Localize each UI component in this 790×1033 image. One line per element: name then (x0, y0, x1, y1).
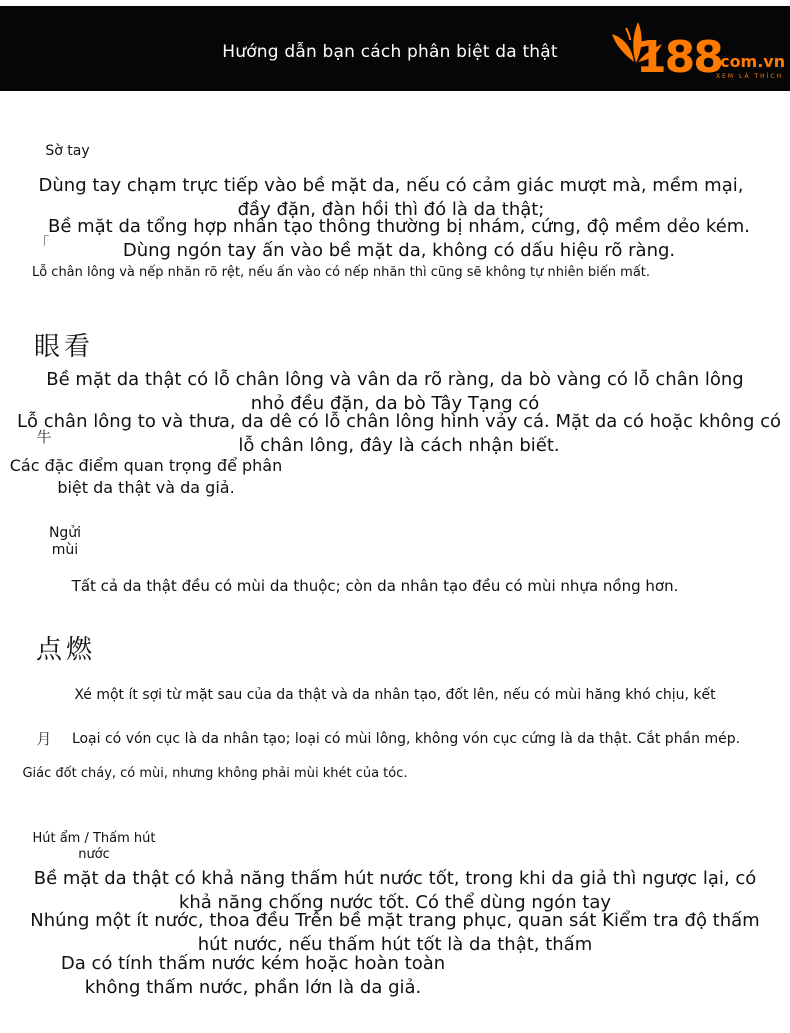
section-burn-note: Giác đốt cháy, có mùi, nhưng không phải mùi khét của tóc. (22, 766, 408, 781)
section-burn-glyph: 月 (36, 730, 52, 748)
section-touch-para-1: Dùng tay chạm trực tiếp vào bề mặt da, nếu có cảm giác mượt mà, mềm mại, đầy đặn, đàn hồi thì đó là da thật; (38, 175, 744, 220)
section-absorb-para-2: Nhúng một ít nước, thoa đều Trên bề mặt trang phục, quan sát Kiểm tra độ thấm hút nước, nếu thấm hút tốt là da thật, thấm (30, 910, 760, 955)
section-look-note: Các đặc điểm quan trọng để phân biệt da thật và da giả. (9, 456, 283, 497)
site-logo[interactable] (606, 18, 786, 90)
section-heading-smell: Ngửi mùi (48, 525, 82, 558)
section-smell-para-1: Tất cả da thật đều có mùi da thuộc; còn da nhân tạo đều có mùi nhựa nồng hơn. (71, 577, 679, 595)
section-heading-look: 眼看 (34, 332, 95, 362)
section-heading-absorb: Hút ẩm / Thấm hút nước (32, 831, 156, 862)
section-touch-note: Lỗ chân lông và nếp nhăn rõ rệt, nếu ấn vào có nếp nhăn thì cũng sẽ không tự nhiên biến mất. (31, 265, 651, 280)
section-heading-touch: Sờ tay (45, 143, 90, 159)
section-touch-glyph: 「 (34, 234, 50, 252)
section-absorb-para-1: Bề mặt da thật có khả năng thấm hút nước tốt, trong khi da giả thì ngược lại, có khả năng chống nước tốt. Có thể dùng ngón tay (33, 868, 757, 913)
header-bar (0, 6, 790, 91)
section-burn-para-1: Xé một ít sợi từ mặt sau của da thật và da nhân tạo, đốt lên, nếu có mùi hăng khó chịu, kết (74, 687, 716, 703)
section-look-glyph: 牛 (36, 428, 52, 446)
logo-domain: .com.vn (714, 52, 786, 71)
section-touch-para-2: Bề mặt da tổng hợp nhân tạo thông thường bị nhám, cứng, độ mềm dẻo kém. Dùng ngón tay ấn vào bề mặt da, không có dấu hiệu rõ ràng. (47, 216, 751, 261)
section-absorb-note: Da có tính thấm nước kém hoặc hoàn toàn không thấm nước, phần lớn là da giả. (60, 953, 446, 998)
section-heading-burn: 点燃 (36, 635, 97, 665)
logo-tagline: XEM LÀ THÍCH (716, 73, 784, 80)
page-title: Hướng dẫn bạn cách phân biệt da thật (222, 42, 558, 62)
section-look-para-2: Lỗ chân lông to và thưa, da dê có lỗ chân lông hình vảy cá. Mặt da có hoặc không có lỗ chân lông, đây là cách nhận biết. (16, 411, 782, 456)
section-burn-para-2: Loại có vón cục là da nhân tạo; loại có mùi lông, không vón cục cứng là da thật. Cắt phần mép. (71, 731, 741, 747)
logo-number: 188 (636, 32, 722, 83)
section-look-para-1: Bề mặt da thật có lỗ chân lông và vân da rõ ràng, da bò vàng có lỗ chân lông nhỏ đều đặn, da bò Tây Tạng có (46, 369, 744, 414)
